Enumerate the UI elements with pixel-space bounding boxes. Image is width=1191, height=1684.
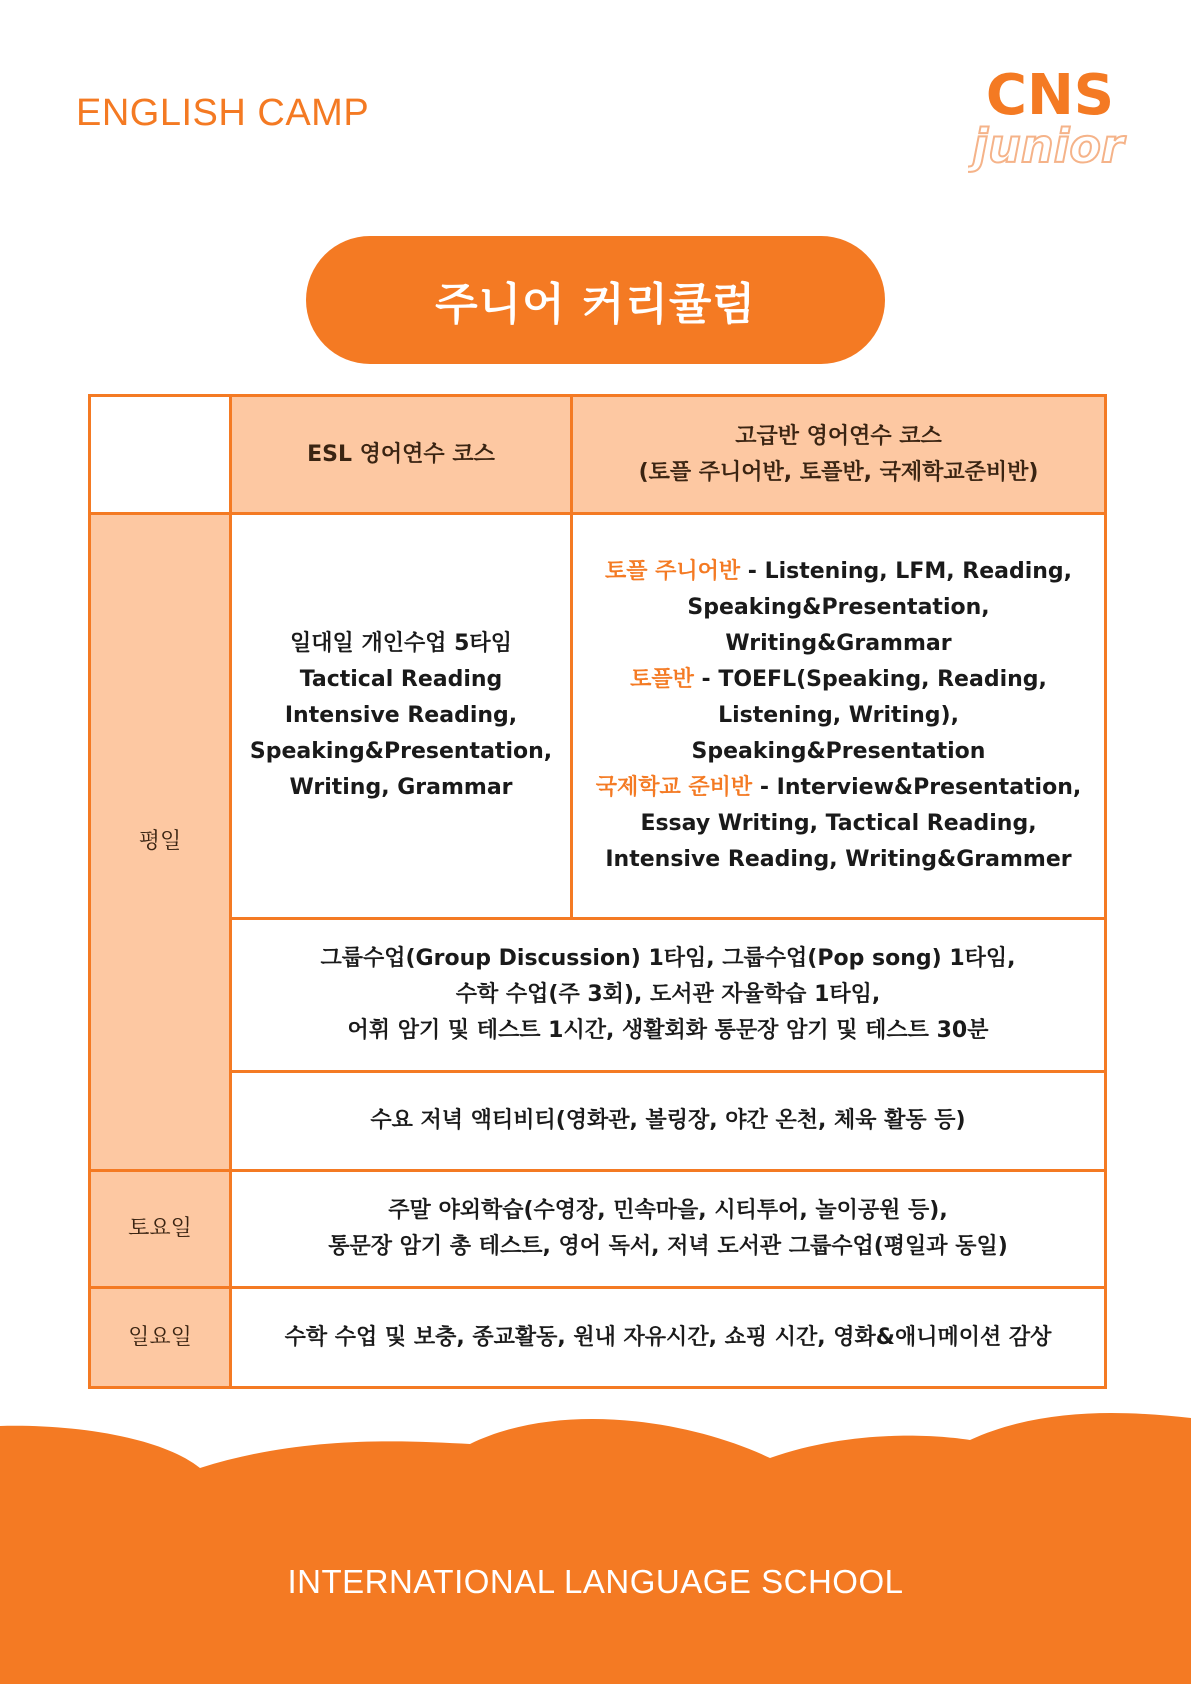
- esl-line: Intensive Reading,: [284, 703, 518, 728]
- header-title: ENGLISH CAMP: [76, 92, 370, 134]
- group-line: 어휘 암기 및 테스트 1시간, 생활회화 통문장 암기 및 테스트 30분: [347, 1018, 989, 1043]
- intl-school-label: 국제학교 준비반: [595, 775, 753, 800]
- table-row-saturday: [90, 1171, 1106, 1288]
- esl-line: 일대일 개인수업 5타임: [290, 631, 512, 656]
- sunday-cell: 수학 수업 및 보충, 종교활동, 원내 자유시간, 쇼핑 시간, 영화&애니메이션 감상: [231, 1288, 1106, 1388]
- intl-school-line: Essay Writing, Tactical Reading,: [640, 811, 1037, 836]
- logo-bottom-text: junior: [972, 119, 1124, 173]
- weekday-esl-cell: [231, 514, 572, 919]
- esl-line: Speaking&Presentation,: [249, 739, 553, 764]
- intl-school-line: Intensive Reading, Writing&Grammer: [605, 847, 1072, 872]
- table-row-weekday-courses: [90, 514, 1106, 919]
- toefl-junior-line: Writing&Grammar: [725, 631, 952, 656]
- day-label-weekday: 평일: [90, 514, 231, 1171]
- day-label-saturday: 토요일: [90, 1171, 231, 1288]
- table-row-weekday-activity: [90, 1072, 1106, 1171]
- weekday-advanced-cell: [572, 514, 1106, 919]
- toefl-line: Listening, Writing),: [718, 703, 959, 728]
- toefl-junior-line: Speaking&Presentation,: [687, 595, 990, 620]
- saturday-line: 주말 야외학습(수영장, 민속마을, 시티투어, 놀이공원 등),: [388, 1198, 948, 1223]
- toefl-label: 토플반: [630, 667, 694, 692]
- table-row-weekday-group: [90, 919, 1106, 1072]
- footer-school-name: INTERNATIONAL LANGUAGE SCHOOL: [287, 1563, 904, 1600]
- toefl-line: [583, 662, 1094, 698]
- toefl-junior-line: [583, 554, 1094, 590]
- logo-top-text: CNS: [985, 63, 1115, 128]
- curriculum-table: [88, 394, 1107, 1389]
- toefl-line: Speaking&Presentation: [691, 739, 986, 764]
- page-title: 주니어 커리큘럼: [306, 236, 885, 364]
- table-corner-cell: [90, 396, 231, 514]
- header-advanced-course: [572, 396, 1106, 514]
- brand-logo: [968, 62, 1133, 182]
- group-line: 그룹수업(Group Discussion) 1타임, 그룹수업(Pop song) 1타임,: [320, 946, 1016, 971]
- saturday-cell: [231, 1171, 1106, 1288]
- header-advanced-line1: 고급반 영어연수 코스: [735, 423, 942, 449]
- toefl-junior-label: 토플 주니어반: [604, 559, 741, 584]
- weekday-group-cell: [231, 919, 1106, 1072]
- header-advanced-line2: (토플 주니어반, 토플반, 국제학교준비반): [638, 459, 1039, 485]
- toefl-junior-text: - Listening, LFM, Reading,: [740, 559, 1073, 584]
- table-header-row: [90, 396, 1106, 514]
- table-row-sunday: [90, 1288, 1106, 1388]
- weekday-activity-cell: 수요 저녁 액티비티(영화관, 볼링장, 야간 온천, 체육 활동 등): [231, 1072, 1106, 1171]
- esl-line: Writing, Grammar: [289, 775, 513, 800]
- esl-line: Tactical Reading: [299, 667, 503, 692]
- intl-school-line: [583, 770, 1094, 806]
- header-esl-course: ESL 영어연수 코스: [231, 396, 572, 514]
- toefl-text: - TOEFL(Speaking, Reading,: [693, 667, 1047, 692]
- footer-wave-background: [0, 1400, 1191, 1684]
- saturday-line: 통문장 암기 총 테스트, 영어 독서, 저녁 도서관 그룹수업(평일과 동일): [328, 1234, 1008, 1259]
- group-line: 수학 수업(주 3회), 도서관 자율학습 1타임,: [455, 982, 881, 1007]
- day-label-sunday: 일요일: [90, 1288, 231, 1388]
- intl-school-text: - Interview&Presentation,: [752, 775, 1082, 800]
